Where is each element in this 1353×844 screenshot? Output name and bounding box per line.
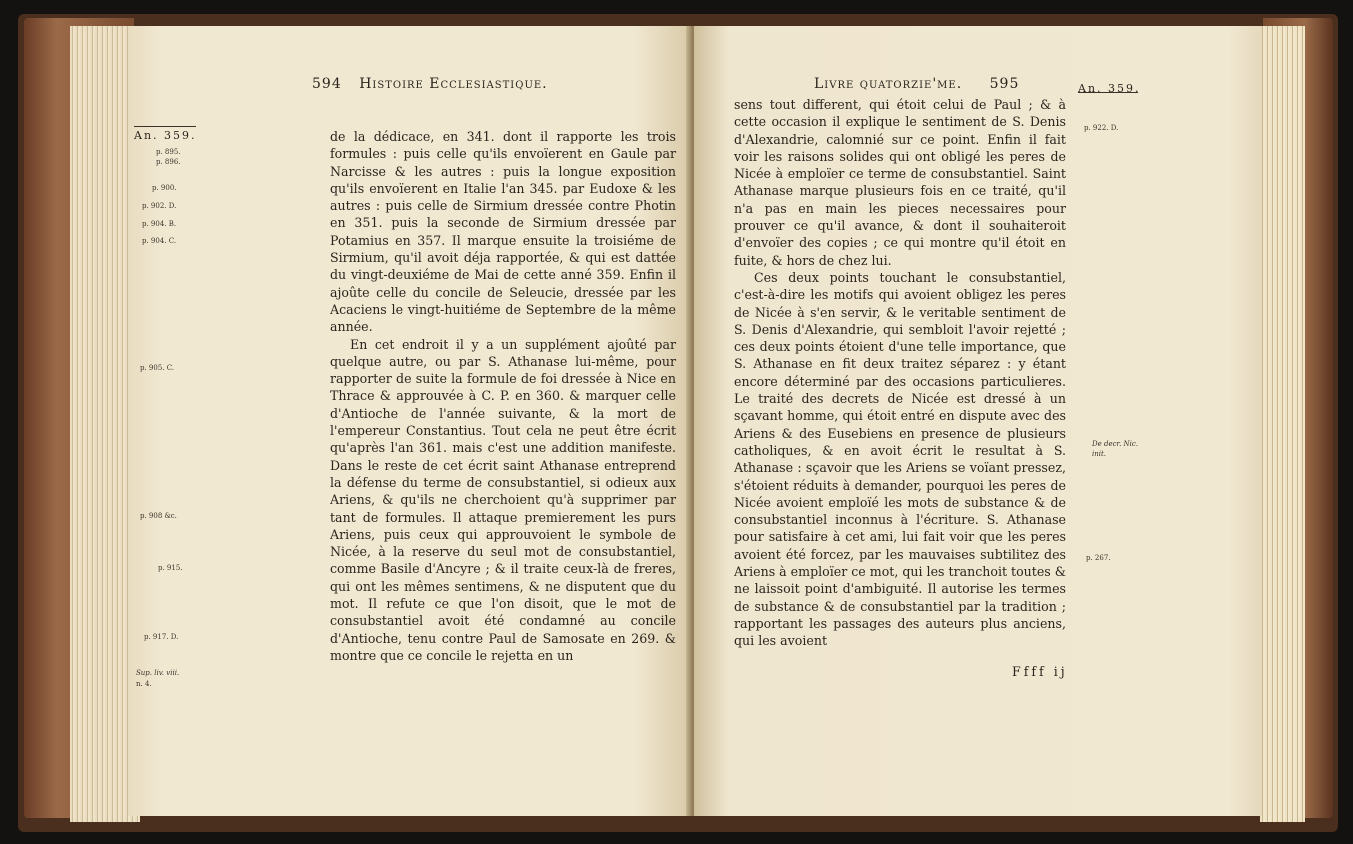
margin-note: p. 267. [1086,554,1111,562]
left-year-label: An. 359. [134,129,197,142]
right-page [694,26,1262,816]
margin-note: p. 895. [156,148,181,156]
margin-note: p. 904. B. [142,220,177,228]
left-paragraph-1: de la dédicace, en 341. dont il rapporte les trois formules : puis celle qu'ils envoïerent en Gaule par Narcisse & les autres : puis la longue exposition qu'ils envoïerent en Italie l'an 345. par Eudoxe & les autres : puis celle de Sirmium dressée contre Photin en 351. puis la seconde de Sirmium dressée par Potamius en 357. Il marque ensuite la troisiéme de Sirmium, qu'il avoit déja rapportée, & qui est dattée du vingt-deuxiéme de Mai de cette anné 359. Enfin il ajoûte celle du concile de Seleucie, dressée par les Acaciens le vingt-huitiéme de Septembre de la même année. [330,129,676,335]
margin-note: p. 900. [152,184,177,192]
right-page-header [814,76,1019,92]
margin-note: n. 4. [136,680,152,688]
margin-note: Sup. liv. viii. [136,669,180,677]
margin-note: p. 917. D. [144,633,179,641]
margin-note: p. 915. [158,564,183,572]
margin-note: p. 896. [156,158,181,166]
page-edges-right [1260,26,1305,822]
left-page-header [312,76,548,92]
margin-note: p. 904. C. [142,237,177,245]
margin-note: p. 905. C. [140,364,175,372]
left-year-rule [134,126,196,127]
signature-mark: Ffff ij [1012,664,1068,679]
margin-note: p. 902. D. [142,202,177,210]
margin-note: p. 922. D. [1084,124,1119,132]
right-paragraph-2: Ces deux points touchant le consubstantiel, c'est-à-dire les motifs qui avoient obligez les peres de Nicée à s'en servir, & le veritable sentiment de S. Denis d'Alexandrie, qui sembloit l'avoir rejetté ; ces deux points étoient d'une telle importance, que S. Athanase en fit deux traitez séparez : y étant encore déterminé par des occasions particulieres. Le traité des decrets de Nicée est dressé à un sçavant homme, qui étoit entré en dispute avec des Ariens & des Eusebiens en presence de plusieurs catholiques, & en avoit écrit le resultat à S. Athanase : sçavoir que les Ariens se voïant pressez, s'étoient réduits à demander, pourquoi les peres de Nicée avoient emploïé les mots de substance & de consubstantiel inconnus à l'écriture. S. Athanase pour satisfaire à cet ami, lui fait voir que les peres avoient été forcez, par les mauvaises subtilitez des Ariens à emploïer ce mot, qui les tranchoit toutes & ne laissoit point d'ambiguité. Il autorise les termes de substance & de consubstantiel par la tradition ; rapportant les passages des auteurs plus anciens, qui les avoient [734,269,1066,649]
right-paragraph-1: sens tout different, qui étoit celui de Paul ; & à cette occasion il explique le sentiment de S. Denis d'Alexandrie, calomnié sur ce point. Enfin il fait voir les raisons solides qui ont obligé les peres de Nicée à emploïer ce terme de consubstantiel. Saint Athanase marque plusieurs fois en ce traité, qu'il n'a pas en main les pieces necessaires pour prouver ce qu'il avance, & dont il souhaiteroit d'envoïer des copies ; ce qui montre qu'il étoit en fuite, & hors de chez lui. [734,97,1066,268]
right-running-head: Livre quatorzie'me. [814,76,963,92]
right-page-number: 595 [989,76,1020,92]
margin-note: init. [1092,450,1107,458]
left-body-text [330,128,676,664]
left-paragraph-2: En cet endroit il y a un supplément ajoûté par quelque autre, ou par S. Athanase lui-même, pour rapporter de suite la formule de foi dressée à Nice en Thrace & approuvée à C. P. en 360. & marquer celle d'Antioche de l'année suivante, & la mort de l'empereur Constantius. Tout cela ne peut être écrit qu'après l'an 361. mais c'est une addition manifeste. Dans le reste de cet écrit saint Athanase entreprend la défense du terme de consubstantiel, si odieux aux Ariens, & qu'ils ne cherchoient qu'à supprimer par tant de formules. Il attaque premierement les purs Ariens, puis ceux qui approuvoient le symbole de Nicée, à la reserve du seul mot de consubstantiel, comme Basile d'Ancyre ; & il traite ceux-là de freres, qui ont les mêmes sentimens, & ne disputent que du mot. Il refute ce que l'on disoit, que le mot de consubstantiel avoit été condamné au concile d'Antioche, tenu contre Paul de Samosate en 269. & montre que ce concile le rejetta en un [330,336,676,663]
left-page [128,26,690,816]
margin-note: p. 908 &c. [140,512,177,520]
left-running-head: Histoire Ecclesiastique. [359,76,548,92]
right-year-label: An. 359. [1078,82,1141,95]
right-body-text [734,96,1066,650]
margin-note: De decr. Nic. [1092,440,1139,448]
left-page-number: 594 [312,76,342,92]
